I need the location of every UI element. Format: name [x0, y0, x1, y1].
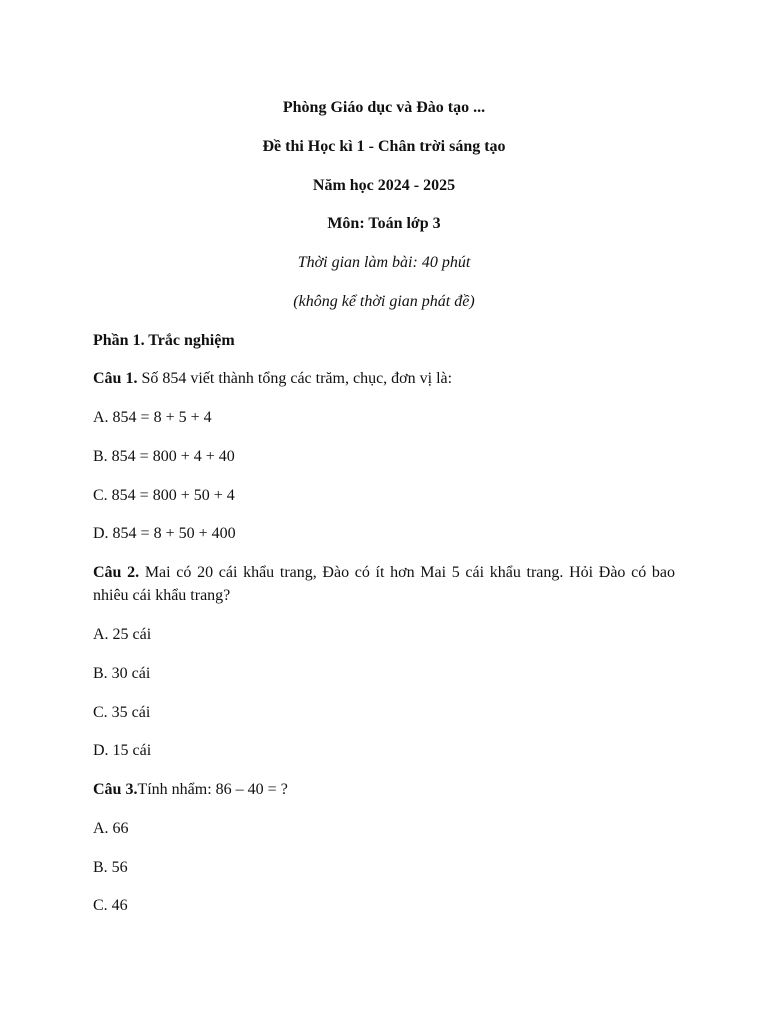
question-2-label: Câu 2. — [93, 564, 140, 581]
question-1-option-b: B. 854 = 800 + 4 + 40 — [93, 448, 235, 465]
question-3-option-b: B. 56 — [93, 859, 128, 876]
question-1-text: Số 854 viết thành tổng các trăm, chục, đơn vị là: — [137, 370, 453, 387]
question-2-option-c: C. 35 cái — [93, 704, 151, 721]
exam-title: Đề thi Học kì 1 - Chân trời sáng tạo — [262, 138, 506, 155]
time-limit: Thời gian làm bài: 40 phút — [297, 254, 471, 271]
question-2-option-b: B. 30 cái — [93, 665, 151, 682]
department-heading: Phòng Giáo dục và Đào tạo ... — [282, 99, 486, 116]
question-3-option-a: A. 66 — [93, 820, 129, 837]
school-year: Năm học 2024 - 2025 — [312, 177, 456, 194]
question-3 — [93, 778, 675, 801]
question-1-label: Câu 1. — [93, 370, 138, 387]
question-3-text: Tính nhẩm: 86 – 40 = ? — [137, 781, 288, 798]
question-1-option-d: D. 854 = 8 + 50 + 400 — [93, 525, 236, 542]
time-note: (không kể thời gian phát đề) — [293, 293, 475, 310]
question-2 — [93, 561, 675, 607]
question-3-label: Câu 3. — [93, 781, 138, 798]
question-3-option-c: C. 46 — [93, 897, 128, 914]
question-2-option-d: D. 15 cái — [93, 742, 152, 759]
question-1-option-a: A. 854 = 8 + 5 + 4 — [93, 409, 212, 426]
question-2-text: Mai có 20 cái khẩu trang, Đào có ít hơn Mai 5 cái khẩu trang. Hỏi Đào có bao nhiêu cái khẩu trang? — [93, 564, 675, 604]
section-title: Phần 1. Trắc nghiệm — [93, 332, 235, 349]
subject-heading: Môn: Toán lớp 3 — [327, 215, 441, 232]
question-1-option-c: C. 854 = 800 + 50 + 4 — [93, 487, 235, 504]
question-1 — [93, 367, 675, 390]
question-2-option-a: A. 25 cái — [93, 626, 152, 643]
